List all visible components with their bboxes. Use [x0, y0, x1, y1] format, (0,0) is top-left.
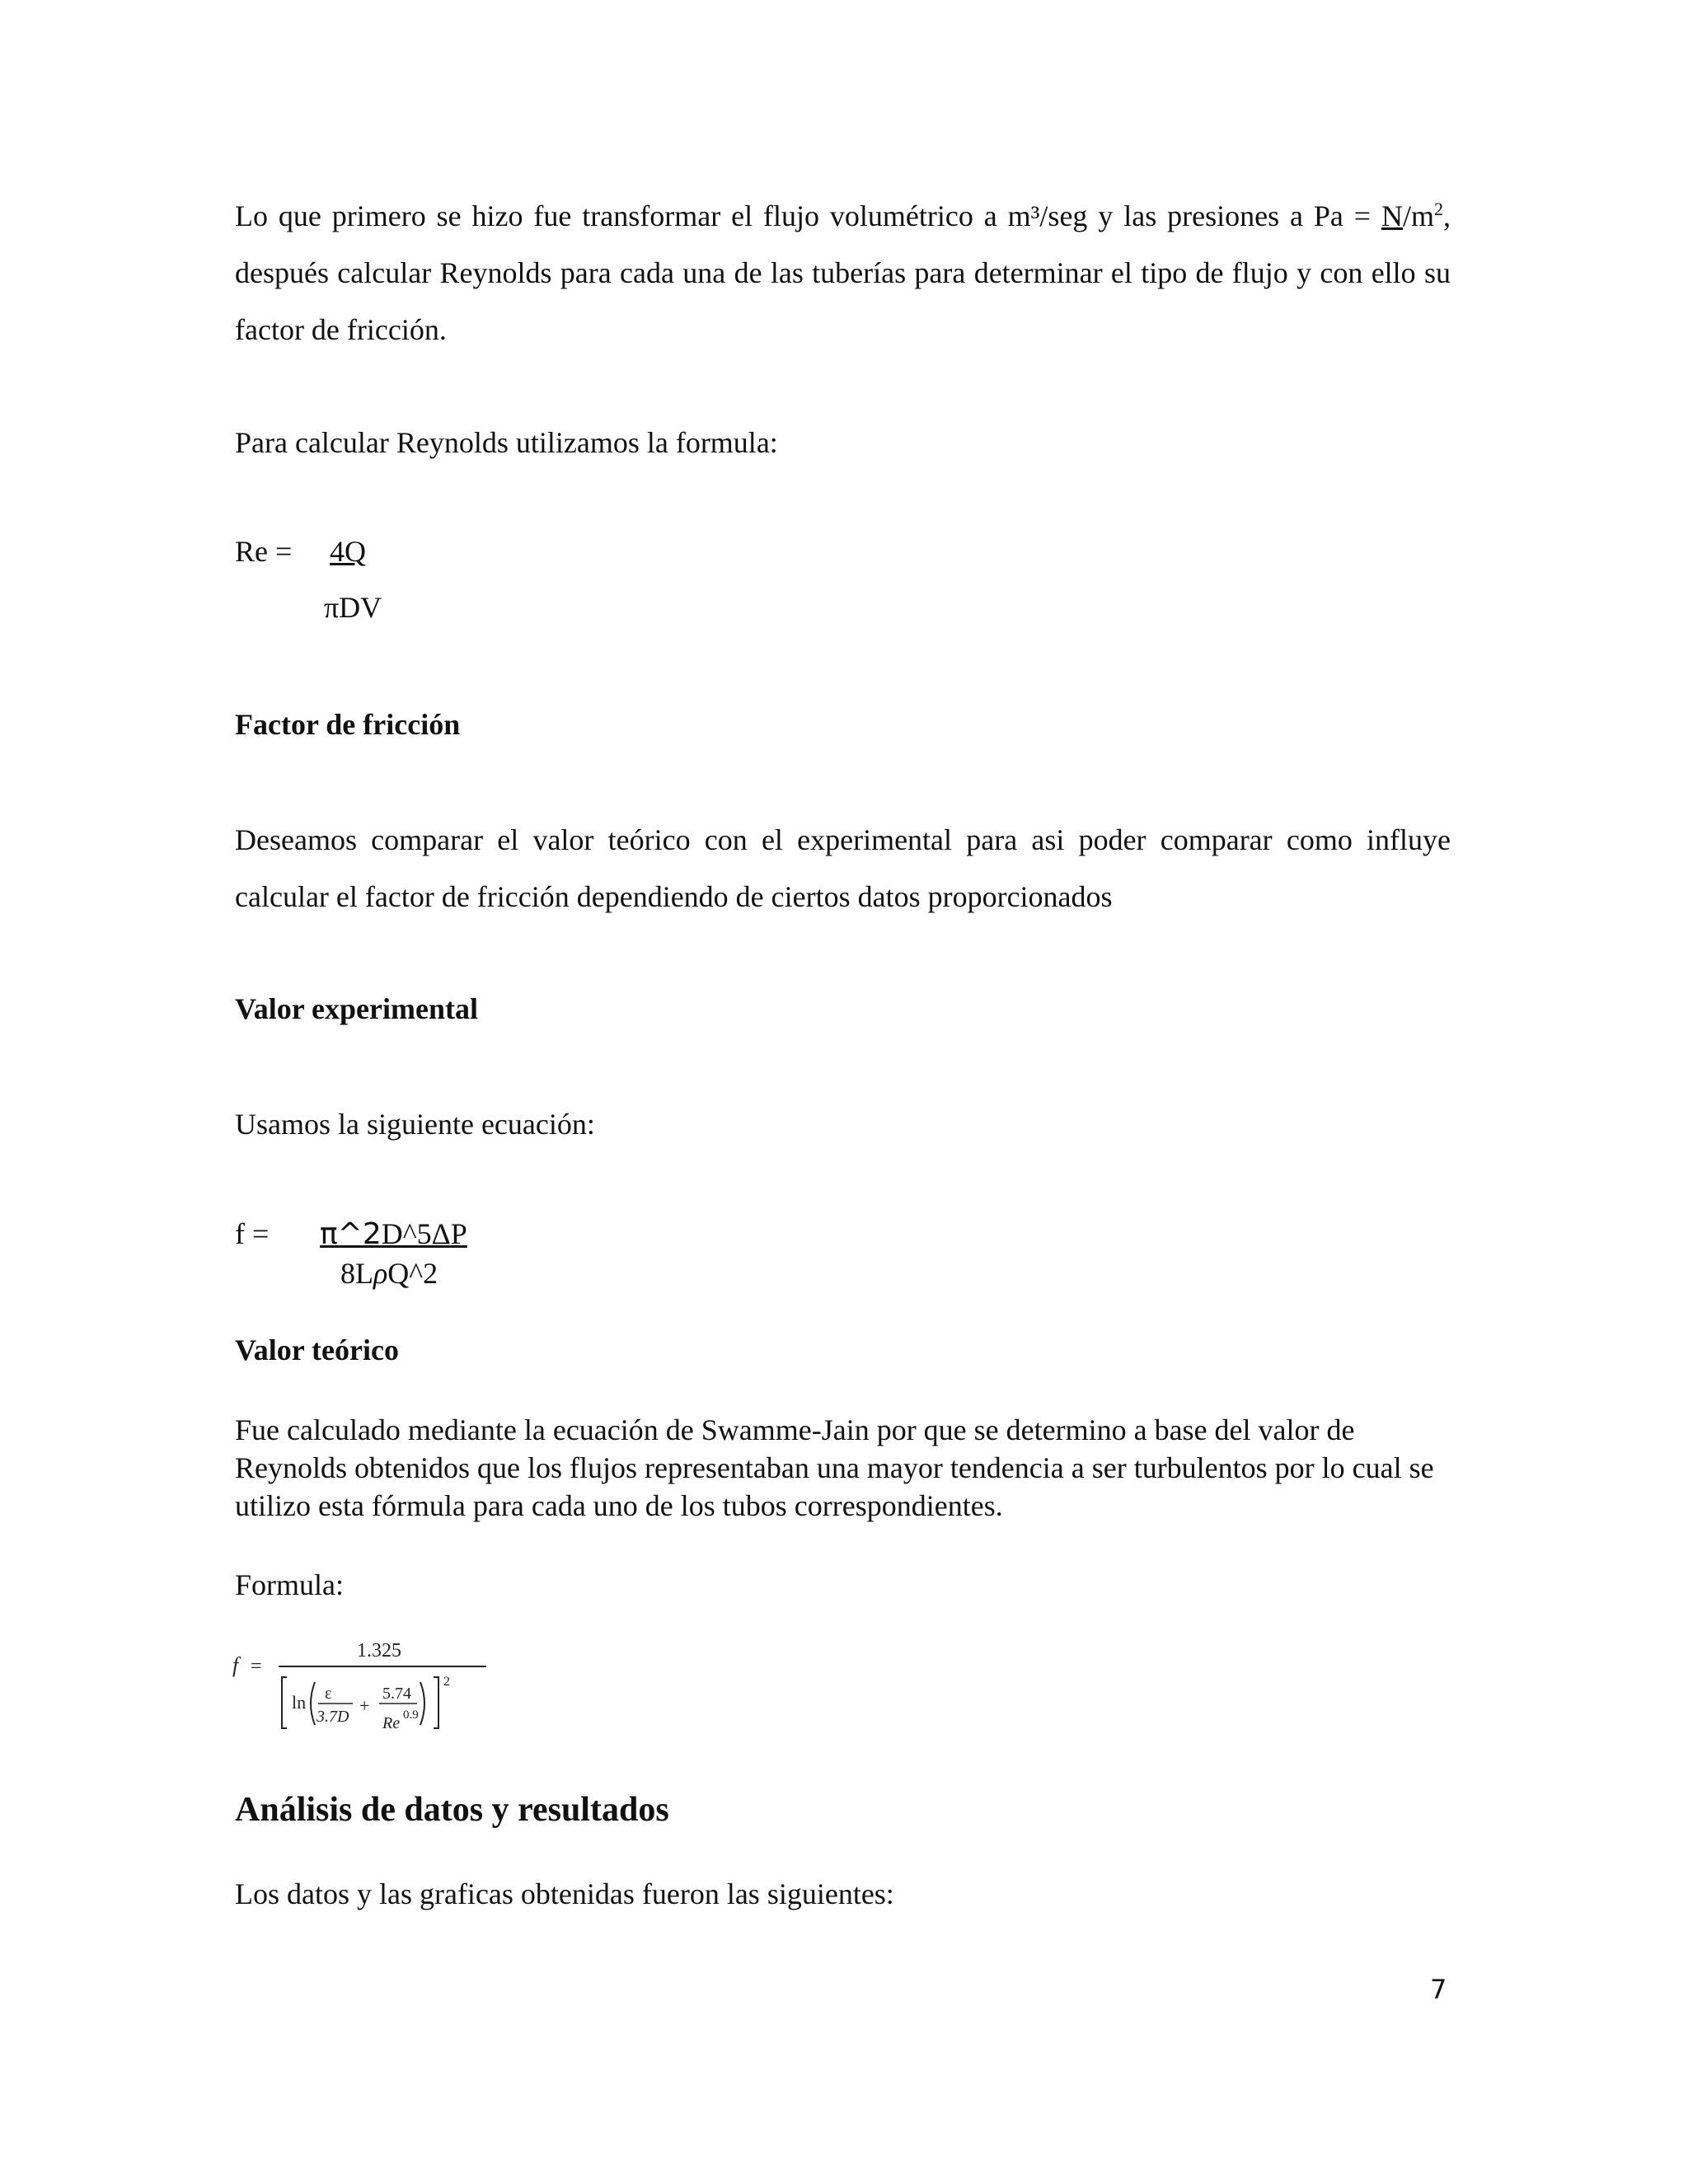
intro-text-n: N	[1381, 199, 1403, 232]
usamos-text: Usamos la siguiente ecuación:	[235, 1108, 595, 1141]
sj-left-paren	[311, 1682, 315, 1725]
intro-text-c: , después calcular Reynolds para cada una de las tuberías para determinar el tipo de flujo y con ello su factor de fricción.	[235, 199, 1451, 346]
heading-factor-friccion: Factor de fricción	[235, 708, 461, 741]
sj-re-exponent: 0.9	[403, 1708, 419, 1722]
heading-valor-teorico: Valor teórico	[235, 1333, 399, 1366]
heading-valor-experimental: Valor experimental	[235, 992, 478, 1025]
sj-re: Re	[382, 1714, 401, 1732]
swamee-jain-equation	[229, 1636, 509, 1743]
reynolds-intro: Para calcular Reynolds utilizamos la formula:	[235, 426, 778, 459]
sj-eps-den: 3.7D	[316, 1708, 349, 1726]
teorico-description: Fue calculado mediante la ecuación de Swamme-Jain por que se determino a base del valor de Reynolds obtenidos que los flujos representaban una mayor tendencia a ser turbulentos por lo cual se utilizo esta fórmula para cada uno de los tubos correspondientes.	[235, 1413, 1434, 1522]
sj-epsilon: ε	[325, 1685, 332, 1703]
page-number: 7	[1430, 1974, 1447, 2005]
sj-right-paren	[420, 1682, 424, 1725]
sj-square-exponent: 2	[443, 1675, 450, 1689]
intro-text-b: /m	[1402, 199, 1434, 232]
intro-text-a: Lo que primero se hizo fue transformar el flujo volumétrico a m³/seg y las presiones a Pa =	[235, 199, 1381, 232]
reynolds-numerator: 4Q	[330, 535, 366, 568]
sj-constant: 5.74	[382, 1685, 411, 1703]
heading-analisis: Análisis de datos y resultados	[235, 1791, 669, 1829]
sj-equals: =	[251, 1656, 262, 1677]
sj-right-bracket	[434, 1677, 438, 1728]
friction-exp-denominator: 8LρQ^2	[340, 1257, 438, 1290]
sj-left-bracket	[282, 1677, 287, 1728]
intro-superscript: 2	[1434, 199, 1443, 219]
sj-lhs: f	[232, 1653, 239, 1677]
sj-numerator: 1.325	[357, 1640, 401, 1661]
intro-paragraph	[235, 188, 1451, 359]
sj-ln: ln	[292, 1692, 307, 1713]
formula-label: Formula:	[235, 1568, 344, 1601]
sj-plus: +	[359, 1695, 370, 1716]
reynolds-denominator: πDV	[324, 591, 382, 624]
datos-text: Los datos y las graficas obtenidas fueron las siguientes:	[235, 1877, 894, 1910]
friction-exp-lhs: f =	[235, 1217, 270, 1250]
friction-description: Deseamos comparar el valor teórico con el experimental para asi poder comparar como influye calcular el factor de fricción dependiendo de ciertos datos proporcionados	[235, 823, 1451, 913]
reynolds-lhs: Re =	[235, 535, 293, 568]
friction-exp-numerator: π^2D^5ΔP	[320, 1217, 467, 1251]
